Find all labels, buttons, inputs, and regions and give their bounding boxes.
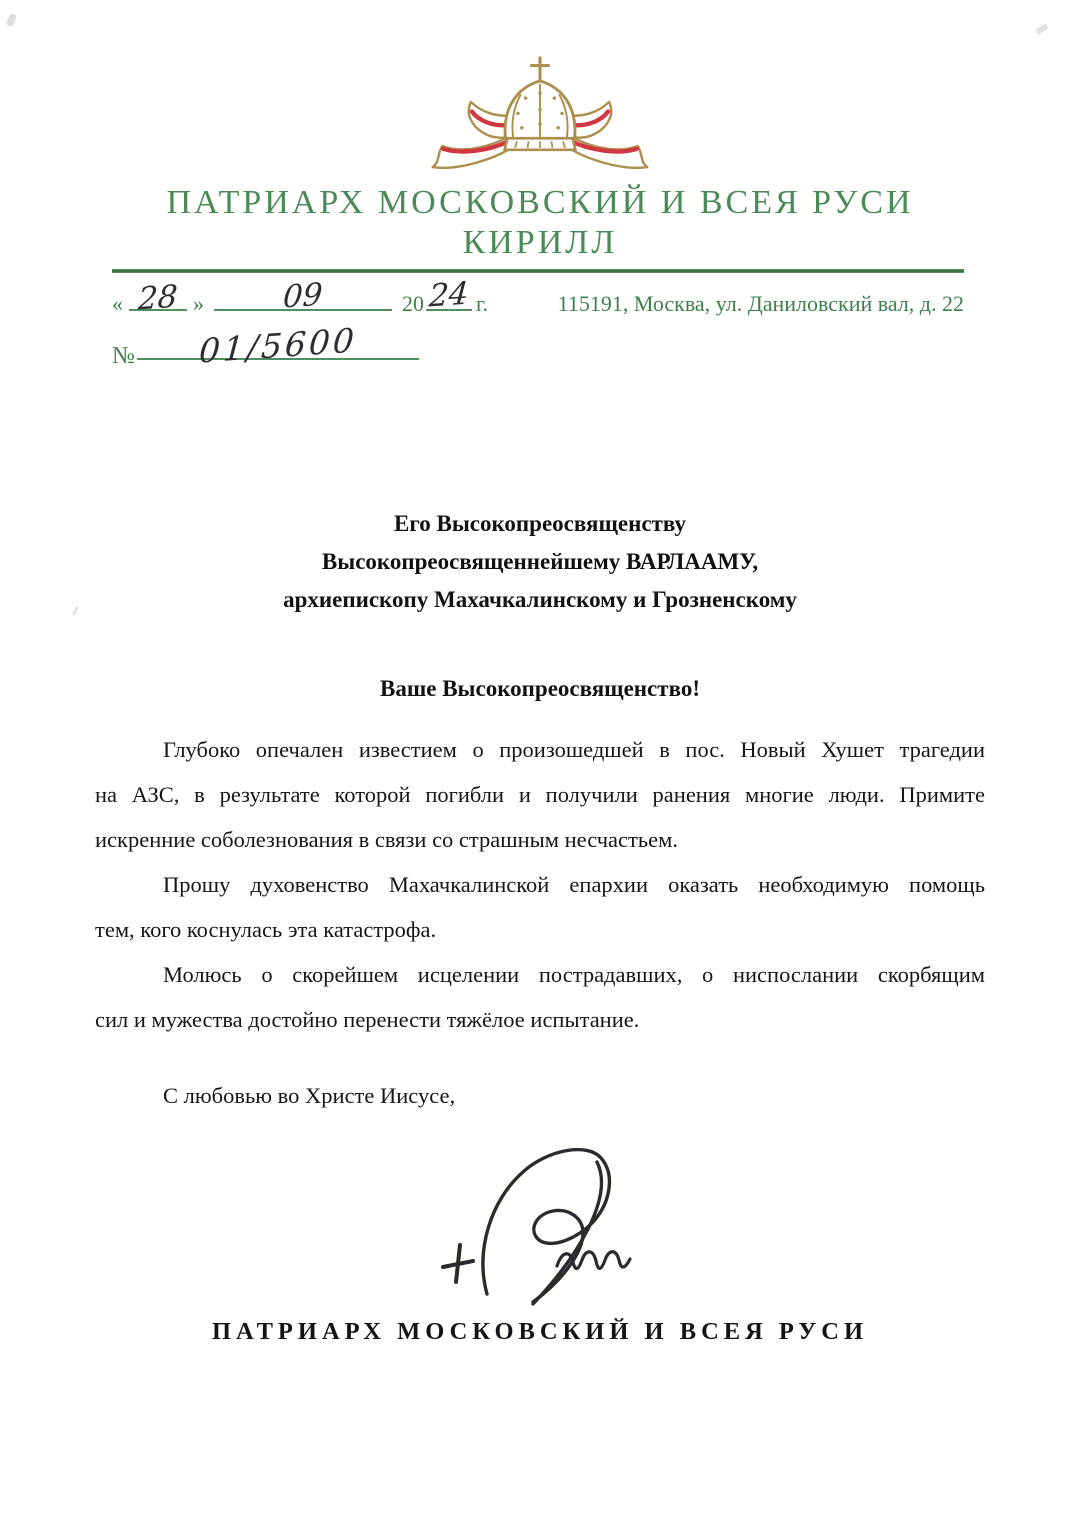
document-number-field [112,320,419,371]
letterhead-title [0,183,1080,263]
date-year-handwritten: 24 [428,275,470,315]
meta-row [112,275,964,318]
date-month-handwritten: 09 [282,276,324,316]
date-year-suffix: г. [476,291,489,316]
date-day-slot [129,278,187,318]
number-handwritten: 01/5600 [197,320,359,371]
date-close-quote: » [193,291,204,316]
handwritten-signature [435,1140,725,1312]
body-line: Молюсь о скорейшем исцелении пострадавших, о ниспослании скорбящим [163,962,985,987]
letterhead-divider [112,269,964,273]
letterhead-address: 115191, Москва, ул. Даниловский вал, д. 22 [557,291,964,316]
date-year-slot [426,275,472,315]
recipient-line: архиепископу Махачкалинскому и Грозненскому [283,587,797,612]
date-month-slot [214,276,392,316]
footer-title: ПАТРИАРХ МОСКОВСКИЙ И ВСЕЯ РУСИ [211,1318,869,1345]
number-slot [137,320,419,371]
date-year-prefix: 20 [402,291,424,316]
recipient-line: Высокопреосвященнейшему ВАРЛААМУ, [321,549,759,574]
scan-artifact [1035,23,1048,34]
crown-ribbon-emblem-icon [415,54,665,172]
signature-cross-stroke [443,1245,473,1282]
recipient-block [0,505,1080,619]
letterhead-title-line2: КИРИЛЛ [462,224,618,261]
body-line: сил и мужества достойно перенести тяжёлое испытание. [95,1007,640,1032]
body-line: на АЗС, в результате которой погибли и получили ранения многие люди. Примите [95,782,985,807]
closing-line: С любовью во Христе Иисусе, [163,1083,456,1108]
letter-body [95,727,985,1042]
date-field [112,275,489,318]
scan-artifact [6,13,17,27]
recipient-line: Его Высокопреосвященству [394,511,686,536]
letterhead-title-line1: ПАТРИАРХ МОСКОВСКИЙ И ВСЕЯ РУСИ [166,184,914,221]
body-line: искренние соболезнования в связи со страшным несчастьем. [95,827,678,852]
crown-icon [505,58,576,150]
salutation: Ваше Высокопреосвященство! [379,676,700,701]
body-line: Глубоко опечален известием о произошедшей в пос. Новый Хушет трагедии [163,737,985,762]
date-day-handwritten: 28 [137,278,179,318]
date-open-quote: « [112,291,123,316]
body-line: тем, кого коснулась эта катастрофа. [95,917,437,942]
number-label: № [112,343,135,369]
body-line: Прошу духовенство Махачкалинской епархии оказать необходимую помощь [163,872,985,897]
